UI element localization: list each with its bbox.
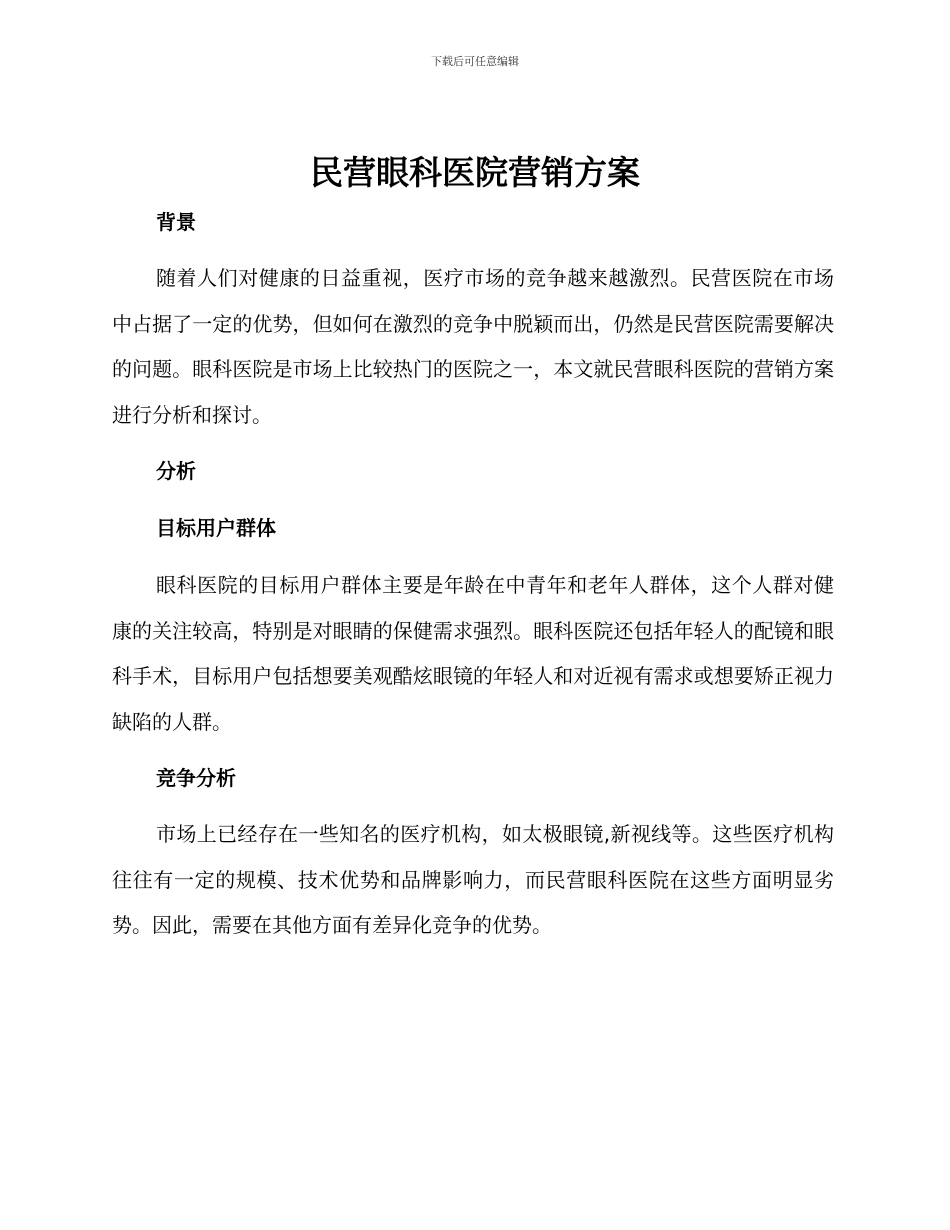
paragraph-target-users: 眼科医院的目标用户群体主要是年龄在中青年和老年人群体，这个人群对健康的关注较高，特别是对眼睛的保健需求强烈。眼科医院还包括年轻人的配镜和眼科手术，目标用户包括想要美观酷炫眼镜的年轻人和对近视有需求或想要矫正视力缺陷的人群。 xyxy=(112,573,834,734)
section-heading-competition: 竞争分析 xyxy=(156,766,236,790)
header-note: 下载后可任意编辑 xyxy=(431,55,519,68)
paragraph-background: 随着人们对健康的日益重视，医疗市场的竞争越来越激烈。民营医院在市场中占据了一定的优势，但如何在激烈的竞争中脱颖而出，仍然是民营医院需要解决的问题。眼科医院是市场上比较热门的医院之一，本文就民营眼科医院的营销方案进行分析和探讨。 xyxy=(112,266,834,427)
section-heading-target-users: 目标用户群体 xyxy=(156,516,276,540)
section-heading-background: 背景 xyxy=(156,210,196,234)
section-heading-analysis: 分析 xyxy=(156,459,196,483)
document-title: 民营眼科医院营销方案 xyxy=(310,153,640,192)
paragraph-competition: 市场上已经存在一些知名的医疗机构，如太极眼镜,新视线等。这些医疗机构往往有一定的规模、技术优势和品牌影响力，而民营眼科医院在这些方面明显劣势。因此，需要在其他方面有差异化竞争的优势。 xyxy=(112,822,834,937)
